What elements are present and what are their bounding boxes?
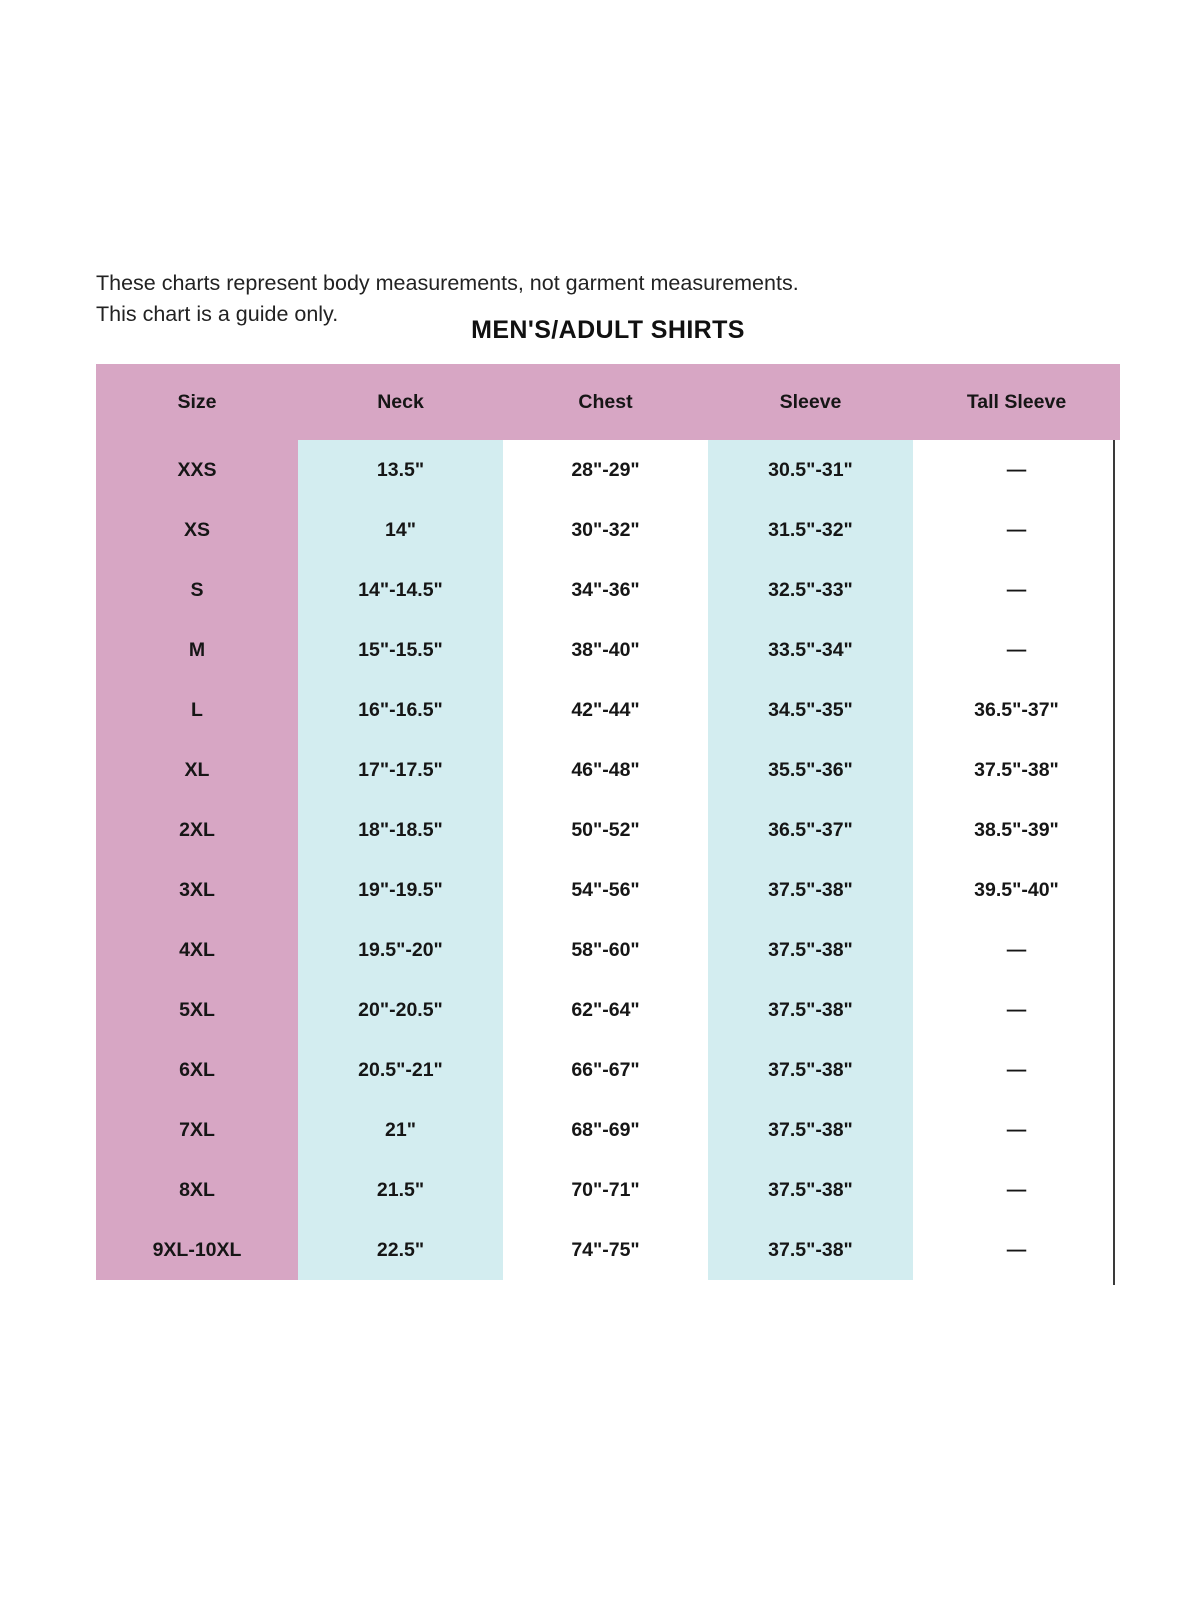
cell-chest: 74"-75"	[503, 1220, 708, 1280]
cell-neck: 18"-18.5"	[298, 800, 503, 860]
cell-chest: 34"-36"	[503, 560, 708, 620]
cell-chest: 54"-56"	[503, 860, 708, 920]
cell-neck: 20"-20.5"	[298, 980, 503, 1040]
cell-chest: 66"-67"	[503, 1040, 708, 1100]
column-header-chest: Chest	[503, 364, 708, 440]
size-chart-table	[96, 364, 1120, 1280]
cell-neck: 15"-15.5"	[298, 620, 503, 680]
cell-size: 7XL	[96, 1100, 298, 1160]
table-row	[96, 980, 1120, 1040]
table-row	[96, 500, 1120, 560]
cell-chest: 68"-69"	[503, 1100, 708, 1160]
cell-sleeve: 37.5"-38"	[708, 1160, 913, 1220]
cell-tall-sleeve: —	[913, 920, 1120, 980]
cell-neck: 17"-17.5"	[298, 740, 503, 800]
table-right-border	[1113, 440, 1115, 1285]
table-header-row	[96, 364, 1120, 440]
cell-size: XS	[96, 500, 298, 560]
column-header-neck: Neck	[298, 364, 503, 440]
table-row	[96, 860, 1120, 920]
table-row	[96, 560, 1120, 620]
cell-size: 4XL	[96, 920, 298, 980]
cell-tall-sleeve: —	[913, 1040, 1120, 1100]
cell-chest: 62"-64"	[503, 980, 708, 1040]
table-row	[96, 620, 1120, 680]
cell-tall-sleeve: 37.5"-38"	[913, 740, 1120, 800]
cell-size: 9XL-10XL	[96, 1220, 298, 1280]
cell-tall-sleeve: —	[913, 1160, 1120, 1220]
cell-tall-sleeve: —	[913, 500, 1120, 560]
cell-tall-sleeve: —	[913, 980, 1120, 1040]
cell-neck: 20.5"-21"	[298, 1040, 503, 1100]
cell-sleeve: 30.5"-31"	[708, 440, 913, 500]
cell-size: 2XL	[96, 800, 298, 860]
cell-neck: 21"	[298, 1100, 503, 1160]
intro-line-1: These charts represent body measurements, not garment measurements.	[96, 271, 799, 295]
cell-sleeve: 37.5"-38"	[708, 1220, 913, 1280]
cell-chest: 50"-52"	[503, 800, 708, 860]
cell-chest: 46"-48"	[503, 740, 708, 800]
cell-sleeve: 36.5"-37"	[708, 800, 913, 860]
cell-sleeve: 31.5"-32"	[708, 500, 913, 560]
cell-size: XL	[96, 740, 298, 800]
table-row	[96, 1160, 1120, 1220]
cell-size: 5XL	[96, 980, 298, 1040]
page-title: MEN'S/ADULT SHIRTS	[471, 316, 745, 344]
table-row	[96, 680, 1120, 740]
table-row	[96, 800, 1120, 860]
cell-size: M	[96, 620, 298, 680]
cell-tall-sleeve: —	[913, 1220, 1120, 1280]
table-row	[96, 1220, 1120, 1280]
cell-sleeve: 32.5"-33"	[708, 560, 913, 620]
cell-size: 3XL	[96, 860, 298, 920]
cell-neck: 14"	[298, 500, 503, 560]
table-body	[96, 440, 1120, 1280]
cell-tall-sleeve: —	[913, 440, 1120, 500]
cell-neck: 14"-14.5"	[298, 560, 503, 620]
cell-neck: 21.5"	[298, 1160, 503, 1220]
cell-chest: 38"-40"	[503, 620, 708, 680]
cell-sleeve: 37.5"-38"	[708, 1040, 913, 1100]
table-row	[96, 1040, 1120, 1100]
cell-sleeve: 35.5"-36"	[708, 740, 913, 800]
cell-tall-sleeve: 39.5"-40"	[913, 860, 1120, 920]
cell-neck: 16"-16.5"	[298, 680, 503, 740]
cell-neck: 19"-19.5"	[298, 860, 503, 920]
cell-sleeve: 37.5"-38"	[708, 920, 913, 980]
cell-size: 6XL	[96, 1040, 298, 1100]
cell-sleeve: 33.5"-34"	[708, 620, 913, 680]
cell-size: L	[96, 680, 298, 740]
cell-sleeve: 34.5"-35"	[708, 680, 913, 740]
cell-neck: 13.5"	[298, 440, 503, 500]
cell-sleeve: 37.5"-38"	[708, 860, 913, 920]
cell-tall-sleeve: 36.5"-37"	[913, 680, 1120, 740]
cell-tall-sleeve: 38.5"-39"	[913, 800, 1120, 860]
column-header-tall-sleeve: Tall Sleeve	[913, 364, 1120, 440]
cell-chest: 28"-29"	[503, 440, 708, 500]
table-row	[96, 1100, 1120, 1160]
cell-sleeve: 37.5"-38"	[708, 980, 913, 1040]
cell-tall-sleeve: —	[913, 560, 1120, 620]
cell-size: XXS	[96, 440, 298, 500]
table-row	[96, 920, 1120, 980]
table-header	[96, 364, 1120, 440]
cell-chest: 42"-44"	[503, 680, 708, 740]
cell-neck: 22.5"	[298, 1220, 503, 1280]
cell-chest: 58"-60"	[503, 920, 708, 980]
cell-size: S	[96, 560, 298, 620]
cell-sleeve: 37.5"-38"	[708, 1100, 913, 1160]
cell-tall-sleeve: —	[913, 620, 1120, 680]
table-row	[96, 740, 1120, 800]
intro-line-2: This chart is a guide only.	[96, 302, 339, 326]
cell-tall-sleeve: —	[913, 1100, 1120, 1160]
cell-size: 8XL	[96, 1160, 298, 1220]
column-header-size: Size	[96, 364, 298, 440]
cell-chest: 70"-71"	[503, 1160, 708, 1220]
cell-chest: 30"-32"	[503, 500, 708, 560]
cell-neck: 19.5"-20"	[298, 920, 503, 980]
table-row	[96, 440, 1120, 500]
column-header-sleeve: Sleeve	[708, 364, 913, 440]
